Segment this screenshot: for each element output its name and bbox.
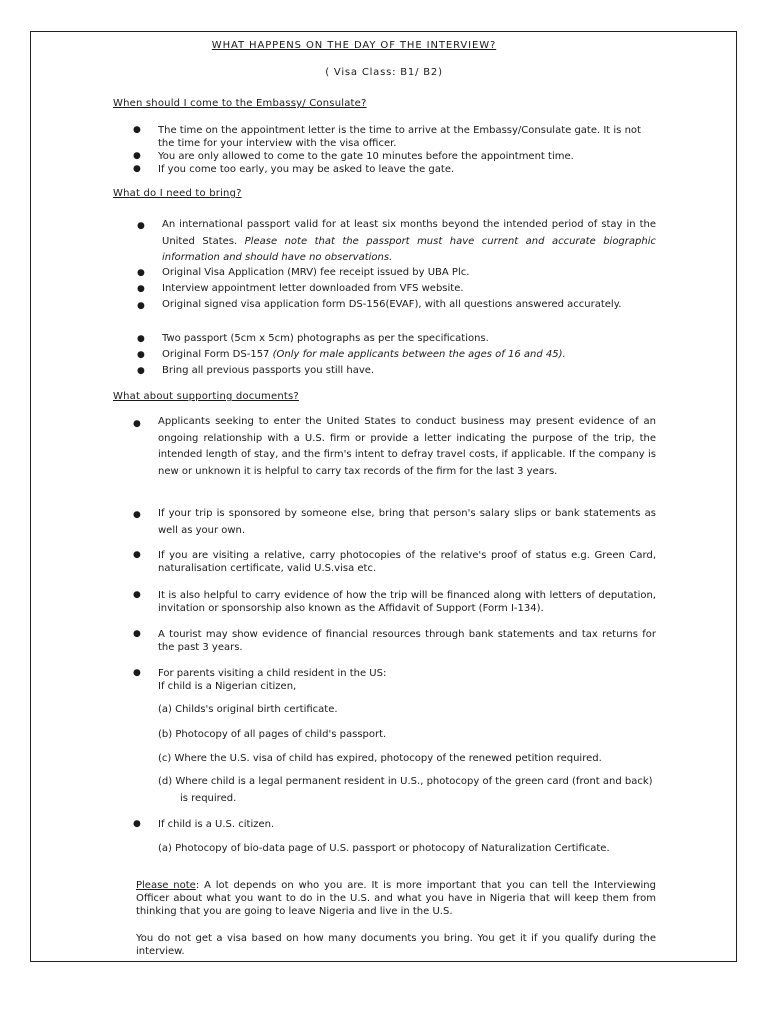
bullet-icon: ● — [137, 366, 145, 376]
sub-list-item: (b) Photocopy of all pages of child's passport. — [158, 729, 387, 740]
please-note-label: Please note — [136, 880, 196, 891]
bullet-icon: ● — [133, 550, 141, 560]
list-item: It is also helpful to carry evidence of how the trip will be financed along with letters of deputation, invitation or sponsorship also known as the Affidavit of Support (Form I-134). — [158, 590, 656, 614]
list-item: You are only allowed to come to the gate 10 minutes before the appointment time. — [158, 151, 574, 162]
sub-list-item: (c) Where the U.S. visa of child has expired, photocopy of the renewed petition required. — [158, 753, 602, 764]
bullet-icon: ● — [137, 221, 145, 231]
nigerian-citizen-line: If child is a Nigerian citizen, — [158, 681, 297, 692]
list-item: If you are visiting a relative, carry photocopies of the relative's proof of status e.g. Green Card, naturalisation certificate, valid U.S.visa etc. — [158, 550, 656, 574]
bullet-icon: ● — [137, 334, 145, 344]
list-item: Two passport (5cm x 5cm) photographs as per the specifications. — [162, 333, 489, 344]
list-item: If child is a U.S. citizen. — [158, 819, 275, 830]
list-item: For parents visiting a child resident in the US: — [158, 668, 387, 679]
bullet-icon: ● — [133, 164, 141, 174]
bullet-icon: ● — [133, 151, 141, 161]
list-item — [162, 348, 656, 361]
list-item: Original Visa Application (MRV) fee receipt issued by UBA Plc. — [162, 267, 470, 278]
bullet-icon: ● — [133, 510, 141, 520]
visa-class-subtitle: ( Visa Class: B1/ B2) — [325, 67, 443, 78]
list-item: Original signed visa application form DS-156(EVAF), with all questions answered accurately. — [162, 299, 622, 310]
sub-list-item: (a) Childs's original birth certificate. — [158, 704, 338, 715]
bullet-icon: ● — [137, 301, 145, 311]
bullet-icon: ● — [133, 125, 141, 135]
please-note-paragraph — [136, 879, 656, 918]
list-item — [162, 217, 656, 267]
bullet-icon: ● — [137, 284, 145, 294]
sub-list-item: (d) Where child is a legal permanent resident in U.S., photocopy of the green card (front and back) is required. — [158, 776, 653, 804]
bullet-icon: ● — [137, 350, 145, 360]
passport-requirement-text: An international passport valid for at least six months beyond the intended period of stay in the United States. — [162, 219, 656, 247]
passport-note-text: Please note that the passport must have current and accurate biographic information and should have no observations. — [162, 235, 656, 263]
ds157-text: Original Form DS-157 — [162, 349, 270, 360]
section-heading-bring: What do I need to bring? — [113, 188, 242, 199]
list-item: If your trip is sponsored by someone else, bring that person's salary slips or bank statements as well as your own. — [158, 508, 656, 536]
bullet-icon: ● — [133, 419, 141, 429]
please-note-text: : A lot depends on who you are. It is more important that you can tell the Interviewing Officer about what you want to do in the U.S. and what you have in Nigeria that will keep them from thinking that you are going to leave Nigeria and live in the U.S. — [136, 880, 656, 917]
sub-list-item: (a) Photocopy of bio-data page of U.S. passport or photocopy of Naturalization Certificate. — [158, 843, 610, 854]
ds157-note-text: (Only for male applicants between the ages of 16 and 45). — [272, 349, 566, 360]
bullet-icon: ● — [133, 590, 141, 600]
bullet-icon: ● — [137, 268, 145, 278]
bullet-icon: ● — [133, 668, 141, 678]
section-heading-when: When should I come to the Embassy/ Consulate? — [113, 98, 367, 109]
list-item: The time on the appointment letter is the time to arrive at the Embassy/Consulate gate. It is not the time for your interview with the visa officer. — [158, 125, 641, 149]
list-item: A tourist may show evidence of financial resources through bank statements and tax returns for the past 3 years. — [158, 629, 656, 653]
bullet-icon: ● — [133, 819, 141, 829]
list-item: Applicants seeking to enter the United States to conduct business may present evidence of an ongoing relationship with a U.S. firm or provide a letter indicating the purpose of the trip, the intended length of stay, and the firm's intent to defray travel costs, if applicable. If the company is new or unknown it is helpful to carry tax records of the firm for the last 3 years. — [158, 416, 656, 477]
list-item: Interview appointment letter downloaded from VFS website. — [162, 283, 464, 294]
bullet-icon: ● — [133, 629, 141, 639]
closing-paragraph: You do not get a visa based on how many documents you bring. You get it if you qualify during the interview. — [136, 933, 656, 957]
page-title: WHAT HAPPENS ON THE DAY OF THE INTERVIEW? — [211, 40, 497, 51]
section-heading-supporting: What about supporting documents? — [113, 391, 299, 402]
list-item: If you come too early, you may be asked to leave the gate. — [158, 164, 455, 175]
list-item: Bring all previous passports you still have. — [162, 365, 375, 376]
